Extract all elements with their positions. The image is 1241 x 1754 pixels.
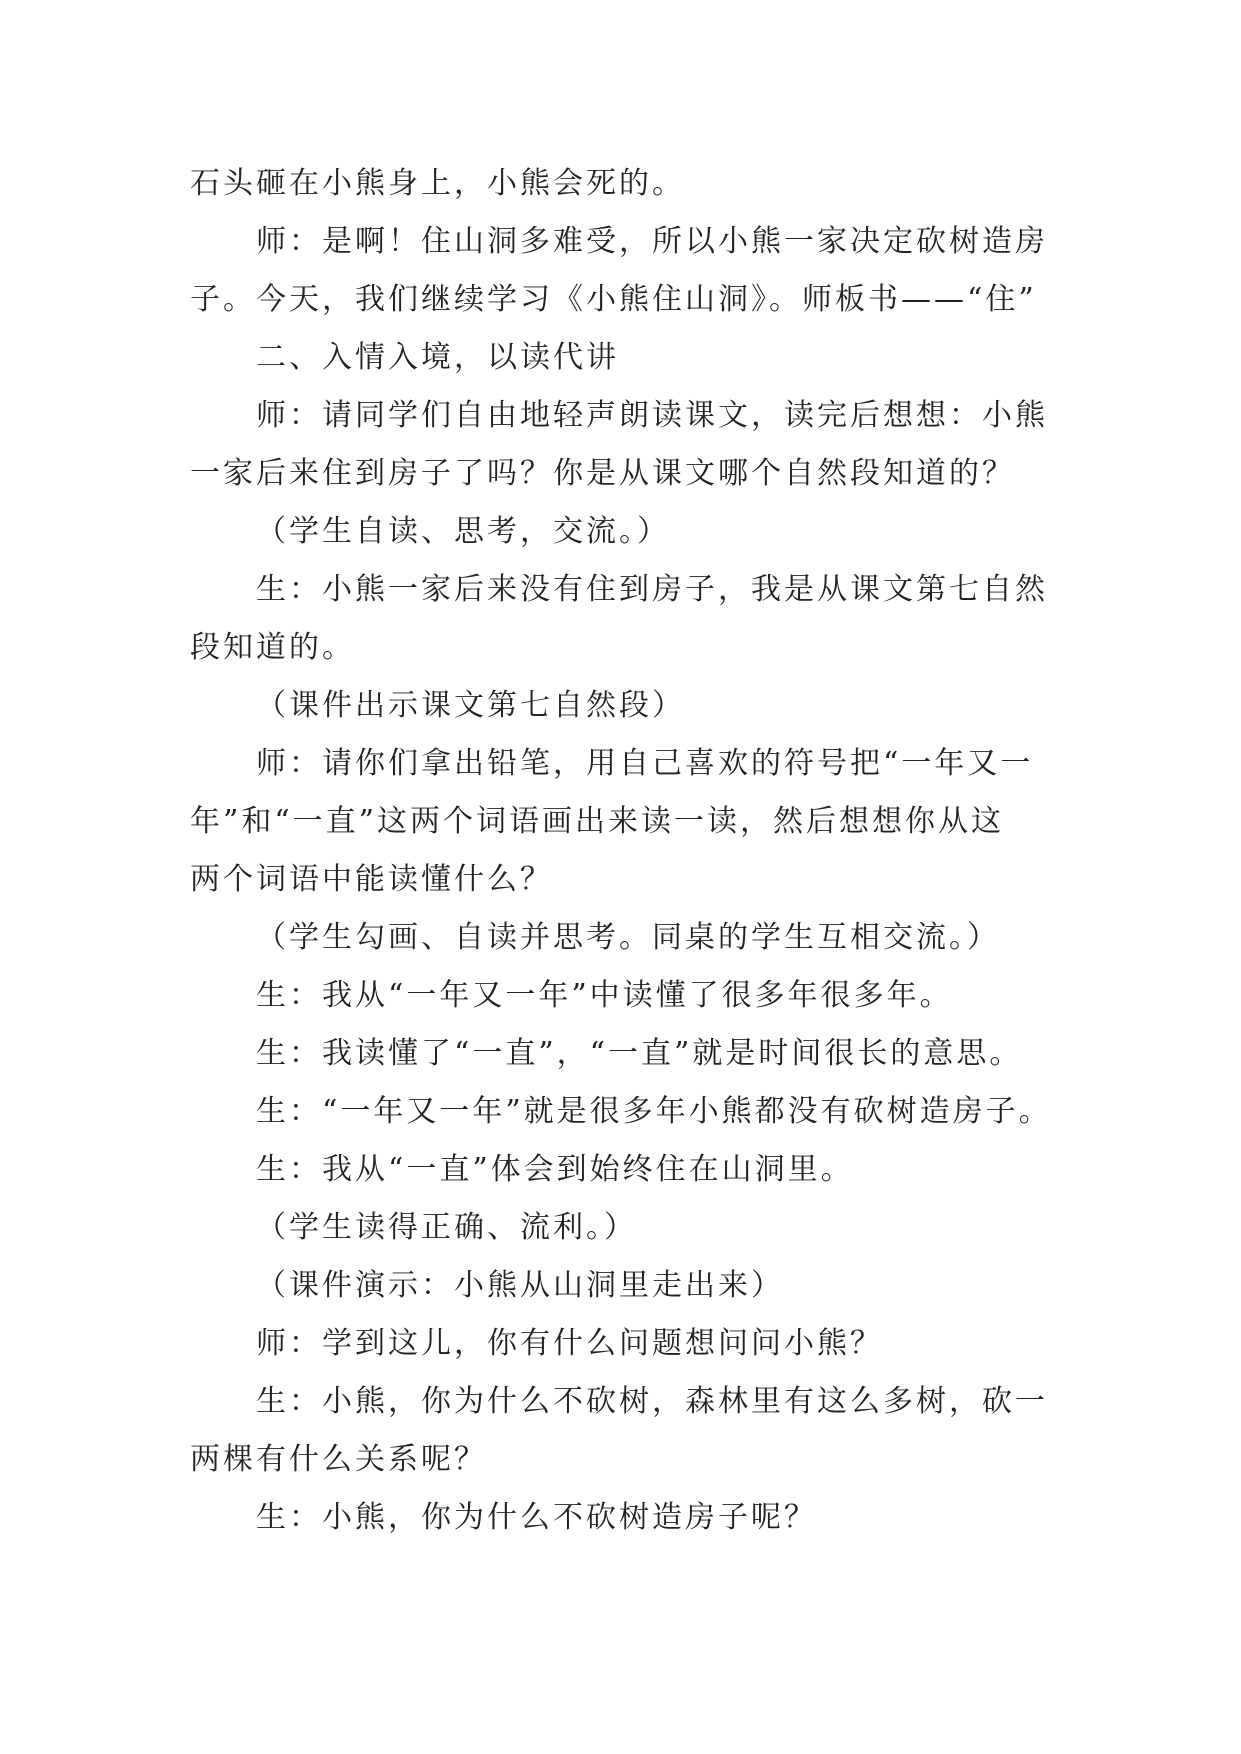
text-line: 生：小熊，你为什么不砍树造房子呢？	[256, 1500, 817, 1535]
text-line: （学生读得正确、流利。）	[256, 1210, 637, 1245]
text-line: 生：小熊，你为什么不砍树，森林里有这么多树，砍一	[256, 1384, 1048, 1419]
text-line: （学生勾画、自读并思考。同桌的学生互相交流。）	[256, 920, 1000, 955]
text-line: （课件演示：小熊从山洞里走出来）	[256, 1268, 784, 1303]
text-line: 师：是啊！住山洞多难受，所以小熊一家决定砍树造房	[256, 224, 1048, 259]
document-body	[190, 155, 1080, 1547]
text-line: 年”和“一直”这两个词语画出来读一读，然后想想你从这	[190, 804, 1005, 839]
text-line: 师：学到这儿，你有什么问题想问问小熊？	[256, 1326, 883, 1361]
text-line: 子。今天，我们继续学习《小熊住山洞》。师板书——“住”	[190, 282, 1037, 317]
text-line: 生：我从“一年又一年”中读懂了很多年很多年。	[256, 978, 953, 1013]
text-line: 师：请你们拿出铅笔，用自己喜欢的符号把“一年又一	[256, 746, 1034, 781]
section-heading: 二、入情入境，以读代讲	[256, 340, 619, 375]
text-line: 段知道的。	[190, 630, 355, 665]
text-line: 生：小熊一家后来没有住到房子，我是从课文第七自然	[256, 572, 1048, 607]
text-line: 石头砸在小熊身上，小熊会死的。	[190, 166, 685, 201]
text-line: （课件出示课文第七自然段）	[256, 688, 685, 723]
text-line: 生：我读懂了“一直”，“一直”就是时间很长的意思。	[256, 1036, 1023, 1071]
text-line: 两个词语中能读懂什么？	[190, 862, 553, 897]
text-line: 一家后来住到房子了吗？你是从课文哪个自然段知道的？	[190, 456, 1015, 491]
text-line: 生：我从“一直”体会到始终住在山洞里。	[256, 1152, 854, 1187]
text-line: 两棵有什么关系呢？	[190, 1442, 487, 1477]
text-line: 生：“一年又一年”就是很多年小熊都没有砍树造房子。	[256, 1094, 1052, 1129]
text-line: 师：请同学们自由地轻声朗读课文，读完后想想：小熊	[256, 398, 1048, 433]
text-line: （学生自读、思考，交流。）	[256, 514, 670, 549]
